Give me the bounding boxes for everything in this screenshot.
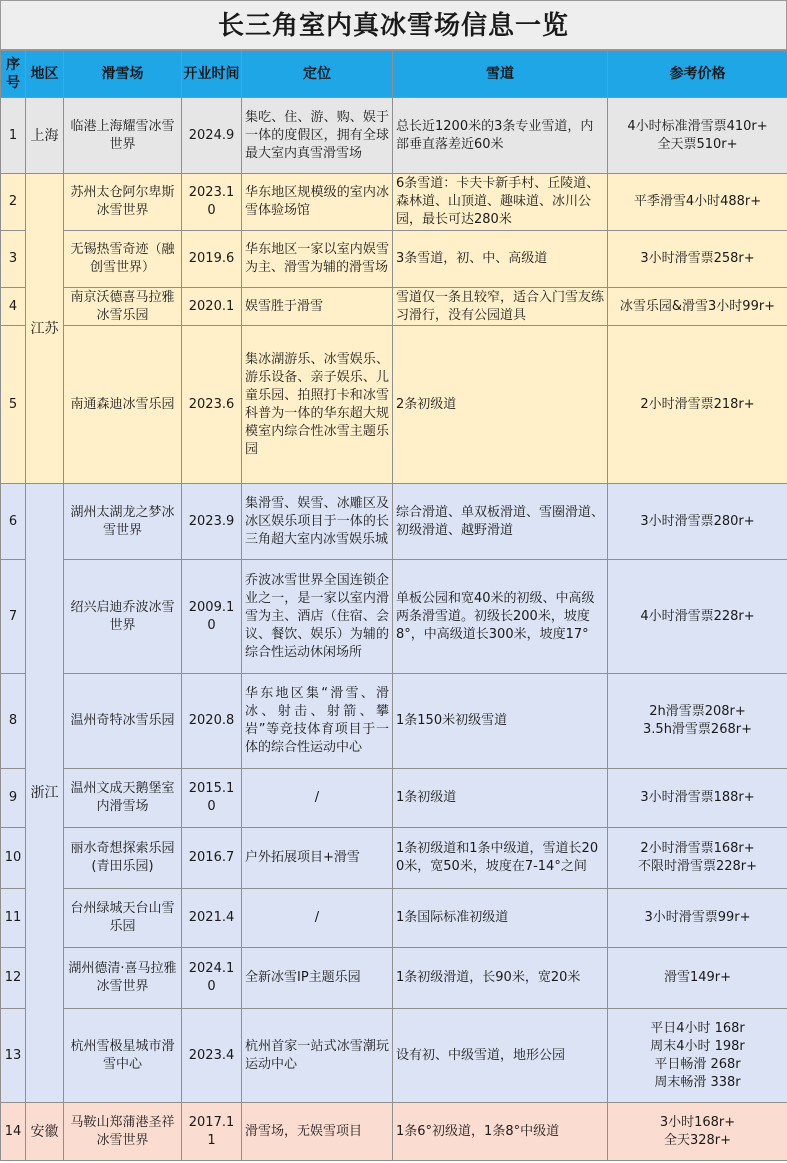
- table-row: [1, 484, 787, 560]
- price-cell: [608, 828, 787, 889]
- price-cell: [608, 948, 787, 1009]
- header-position: 定位: [242, 51, 393, 98]
- rink-name: 无锡热雪奇迹（融创雪世界）: [64, 231, 182, 288]
- price-line: 周末畅滑 338r: [654, 1074, 741, 1090]
- price-cell: [608, 1103, 787, 1161]
- price-cell: [608, 231, 787, 288]
- rink-position: 杭州首家一站式冰雪潮玩运动中心: [242, 1009, 393, 1103]
- rink-position: /: [242, 769, 393, 828]
- price-line: 2小时滑雪票168r+: [640, 841, 755, 856]
- rink-name: 湖州德清·喜马拉雅冰雪世界: [64, 948, 182, 1009]
- rink-name: 丽水奇想探索乐园(青田乐园): [64, 828, 182, 889]
- rink-name: 温州文成天鹅堡室内滑雪场: [64, 769, 182, 828]
- row-number: 5: [1, 326, 26, 484]
- table-row: [1, 889, 787, 948]
- price-line: 3.5h滑雪票268r+: [643, 722, 752, 737]
- row-number: 2: [1, 174, 26, 231]
- price-cell: [608, 288, 787, 326]
- opening-date: 2016.7: [182, 828, 242, 889]
- table-row: [1, 1009, 787, 1103]
- rink-name: 湖州太湖龙之梦冰雪世界: [64, 484, 182, 560]
- price-line: 冰雪乐园&滑雪3小时99r+: [619, 298, 776, 314]
- rink-position: 华东地区一家以室内娱雪为主、滑雪为辅的滑雪场: [242, 231, 393, 288]
- price-line: 3小时滑雪票280r+: [640, 513, 755, 529]
- price-line: 2小时滑雪票218r+: [640, 396, 755, 412]
- opening-date: 2015.10: [182, 769, 242, 828]
- rink-name: 绍兴启迪乔波冰雪世界: [64, 560, 182, 674]
- opening-date: 2019.6: [182, 231, 242, 288]
- opening-date: 2020.8: [182, 674, 242, 769]
- rink-name: 临港上海耀雪冰雪世界: [64, 98, 182, 174]
- price-line: 不限时滑雪票228r+: [637, 859, 758, 874]
- price-line: 2h滑雪票208r+: [649, 704, 746, 719]
- rink-position: 集冰湖游乐、冰雪娱乐、游乐设备、亲子娱乐、儿童乐园、拍照打卡和冰雪科普为一体的华东超大规模室内综合性冰雪主题乐园: [242, 326, 393, 484]
- trail-info: 雪道仅一条且较窄，适合入门雪友练习滑行，没有公园道具: [393, 288, 608, 326]
- rink-name: 马鞍山郑蒲港圣祥冰雪世界: [64, 1103, 182, 1161]
- trail-info: 3条雪道，初、中、高级道: [393, 231, 608, 288]
- row-number: 9: [1, 769, 26, 828]
- table-row: [1, 174, 787, 231]
- trail-info: 6条雪道：卡夫卡新手村、丘陵道、森林道、山顶道、趣味道、冰川公园，最长可达280米: [393, 174, 608, 231]
- opening-date: 2024.9: [182, 98, 242, 174]
- region-anhui: 安徽: [26, 1103, 64, 1161]
- row-number: 8: [1, 674, 26, 769]
- table-row: [1, 1103, 787, 1161]
- price-line: 周末4小时 198r: [650, 1038, 745, 1054]
- rink-position: 全新冰雪IP主题乐园: [242, 948, 393, 1009]
- opening-date: 2020.1: [182, 288, 242, 326]
- opening-date: 2023.6: [182, 326, 242, 484]
- row-number: 14: [1, 1103, 26, 1161]
- rink-position: 滑雪场，无娱雪项目: [242, 1103, 393, 1161]
- table-row: [1, 948, 787, 1009]
- region-shanghai: 上海: [26, 98, 64, 174]
- price-line: 3小时滑雪票258r+: [640, 251, 755, 266]
- table-row: [1, 674, 787, 769]
- header-rink: 滑雪场: [64, 51, 182, 98]
- region-zhejiang: 浙江: [26, 484, 64, 1103]
- row-number: 7: [1, 560, 26, 674]
- rink-position: 乔波冰雪世界全国连锁企业之一，是一家以室内滑雪为主、酒店（住宿、会议、餐饮、娱乐）为辅的综合性运动休闲场所: [242, 560, 393, 674]
- rink-position: 华东地区规模级的室内冰雪体验场馆: [242, 174, 393, 231]
- opening-date: 2009.10: [182, 560, 242, 674]
- opening-date: 2017.11: [182, 1103, 242, 1161]
- rink-name: 杭州雪极星城市滑雪中心: [64, 1009, 182, 1103]
- table-row: [1, 560, 787, 674]
- rink-position: 娱雪胜于滑雪: [242, 288, 393, 326]
- header-region: 地区: [26, 51, 64, 98]
- header-row: [1, 51, 787, 98]
- trail-info: 1条初级滑道，长90米，宽20米: [393, 948, 608, 1009]
- trail-info: 综合滑道、单双板滑道、雪圈滑道、初级滑道、越野滑道: [393, 484, 608, 560]
- row-number: 3: [1, 231, 26, 288]
- header-opened: 开业时间: [182, 51, 242, 98]
- rink-name: 苏州太仓阿尔卑斯冰雪世界: [64, 174, 182, 231]
- trail-info: 1条初级道和1条中级道，雪道长200米，宽50米，坡度在7-14°之间: [393, 828, 608, 889]
- trail-info: 1条国际标准初级道: [393, 889, 608, 948]
- price-cell: [608, 98, 787, 174]
- rink-position: 华东地区集“滑雪、滑冰、射击、射箭、攀岩”等竞技体育项目于一体的综合性运动中心: [242, 674, 393, 769]
- price-line: 4小时标准滑雪票410r+: [627, 118, 768, 134]
- rink-position: 户外拓展项目+滑雪: [242, 828, 393, 889]
- price-line: 3小时滑雪票188r+: [640, 790, 755, 805]
- row-number: 13: [1, 1009, 26, 1103]
- trail-info: 总长近1200米的3条专业雪道，内部垂直落差近60米: [393, 98, 608, 174]
- price-line: 4小时滑雪票228r+: [640, 608, 755, 624]
- table-row: [1, 769, 787, 828]
- page-title: 长三角室内真冰雪场信息一览: [0, 0, 787, 50]
- trail-info: 2条初级道: [393, 326, 608, 484]
- price-line: 平季滑雪4小时488r+: [633, 194, 762, 209]
- opening-date: 2024.10: [182, 948, 242, 1009]
- opening-date: 2023.4: [182, 1009, 242, 1103]
- row-number: 1: [1, 98, 26, 174]
- price-cell: [608, 889, 787, 948]
- row-number: 10: [1, 828, 26, 889]
- rink-position: 集吃、住、游、购、娱于一体的度假区，拥有全球最大室内真雪滑雪场: [242, 98, 393, 174]
- price-line: 全天票510r+: [657, 136, 738, 152]
- row-number: 12: [1, 948, 26, 1009]
- opening-date: 2023.10: [182, 174, 242, 231]
- table-row: [1, 828, 787, 889]
- table-row: [1, 326, 787, 484]
- price-line: 平日畅滑 268r: [654, 1056, 741, 1072]
- rink-name: 台州绿城天台山雪乐园: [64, 889, 182, 948]
- price-line: 滑雪149r+: [663, 970, 732, 985]
- price-cell: [608, 484, 787, 560]
- price-cell: [608, 174, 787, 231]
- rink-table: [0, 50, 787, 1161]
- price-cell: [608, 560, 787, 674]
- opening-date: 2021.4: [182, 889, 242, 948]
- table-row: [1, 98, 787, 174]
- trail-info: 设有初、中级雪道，地形公园: [393, 1009, 608, 1103]
- table-row: [1, 231, 787, 288]
- price-cell: [608, 769, 787, 828]
- trail-info: 1条初级道: [393, 769, 608, 828]
- region-jiangsu: 江苏: [26, 174, 64, 484]
- price-line: 平日4小时 168r: [650, 1020, 745, 1036]
- header-price: 参考价格: [608, 51, 787, 98]
- price-cell: [608, 674, 787, 769]
- rink-position: 集滑雪、娱雪、冰雕区及冰区娱乐项目于一体的长三角超大室内冰雪娱乐城: [242, 484, 393, 560]
- rink-name: 温州奇特冰雪乐园: [64, 674, 182, 769]
- header-trails: 雪道: [393, 51, 608, 98]
- trail-info: 1条6°初级道，1条8°中级道: [393, 1103, 608, 1161]
- trail-info: 1条150米初级雪道: [393, 674, 608, 769]
- table-row: [1, 288, 787, 326]
- rink-name: 南通森迪冰雪乐园: [64, 326, 182, 484]
- trail-info: 单板公园和宽40米的初级、中高级两条滑雪道。初级长200米，坡度8°，中高级道长300米，坡度17°: [393, 560, 608, 674]
- header-no: 序号: [1, 51, 26, 98]
- row-number: 6: [1, 484, 26, 560]
- price-line: 全天328r+: [663, 1132, 732, 1148]
- row-number: 11: [1, 889, 26, 948]
- rink-position: /: [242, 889, 393, 948]
- opening-date: 2023.9: [182, 484, 242, 560]
- price-cell: [608, 1009, 787, 1103]
- row-number: 4: [1, 288, 26, 326]
- price-line: 3小时168r+: [659, 1114, 736, 1130]
- price-line: 3小时滑雪票99r+: [644, 910, 751, 925]
- price-cell: [608, 326, 787, 484]
- rink-name: 南京沃德喜马拉雅冰雪乐园: [64, 288, 182, 326]
